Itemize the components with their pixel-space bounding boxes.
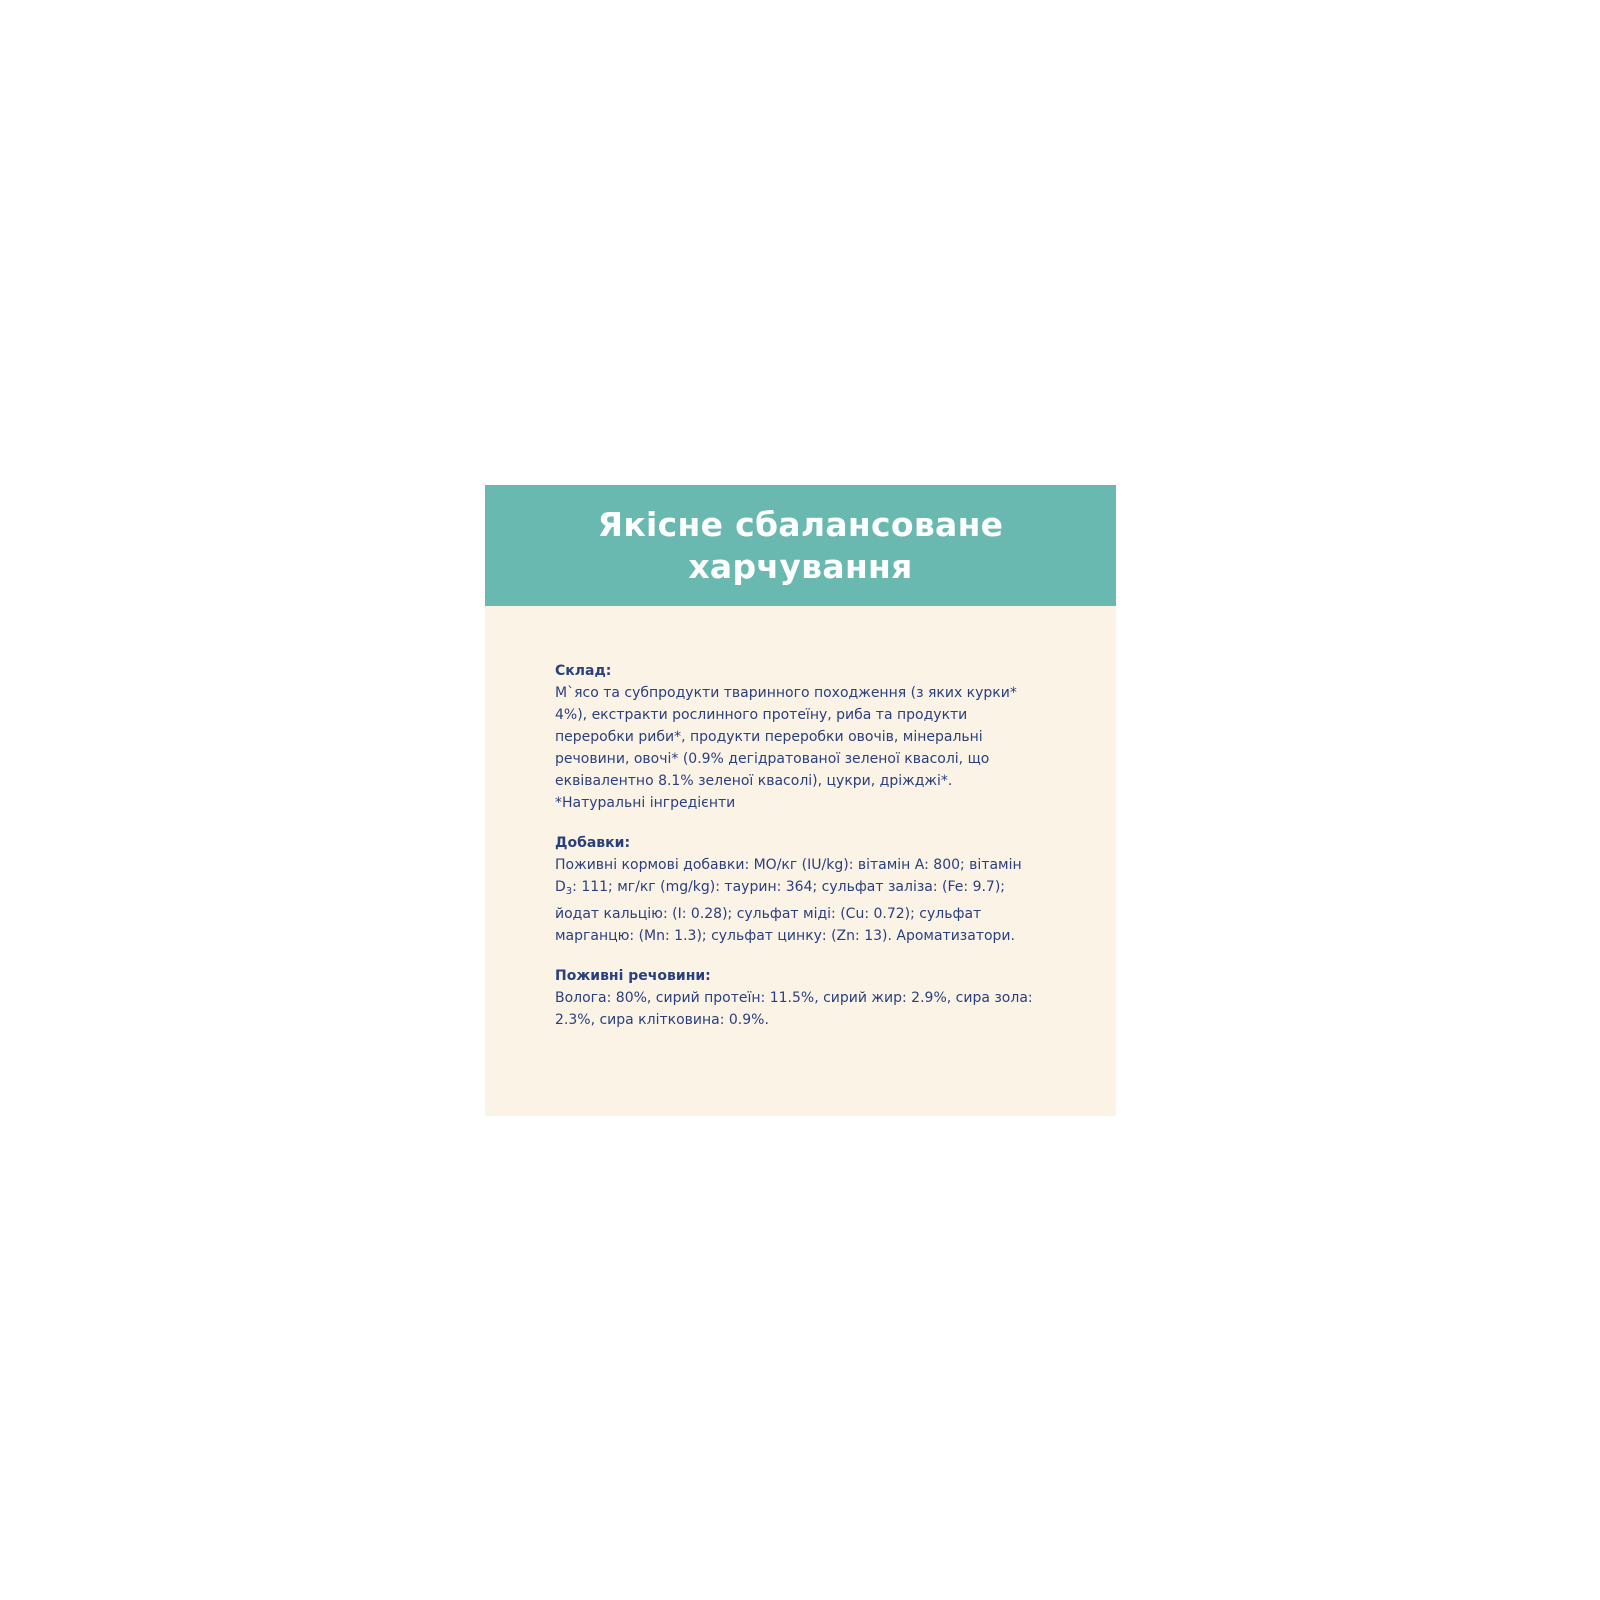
card-header — [485, 485, 1116, 606]
composition-title: Склад: — [555, 663, 612, 679]
additives-line — [555, 876, 1055, 903]
additives-title: Добавки: — [555, 835, 631, 851]
composition-line: еквівалентно 8.1% зеленої квасолі), цукри, дріжджі*. — [555, 773, 953, 789]
composition-line: М`ясо та субпродукти тваринного походження (з яких курки* — [555, 685, 1017, 701]
vitamin-d-subscript: 3 — [565, 886, 573, 897]
additives-section — [555, 832, 1055, 947]
nutrients-title: Поживні речовини: — [555, 968, 711, 984]
nutrients-section — [555, 965, 1055, 1031]
additives-line: йодат кальцію: (I: 0.28); сульфат міді: (Cu: 0.72); сульфат — [555, 906, 982, 922]
nutrients-line: 2.3%, сира клітковина: 0.9%. — [555, 1012, 769, 1028]
nutrients-line: Волога: 80%, сирий протеїн: 11.5%, сирий жир: 2.9%, сира зола: — [555, 990, 1033, 1006]
composition-footnote: *Натуральні інгредієнти — [555, 795, 736, 811]
composition-line: речовини, овочі* (0.9% дегідратованої зеленої квасолі, що — [555, 751, 990, 767]
additives-line-rest: : 111; мг/кг (mg/kg): таурин: 364; сульфат заліза: (Fe: 9.7); — [572, 879, 1006, 895]
composition-line: переробки риби*, продукти переробки овочів, мінеральні — [555, 729, 983, 745]
card-content — [555, 660, 1055, 1049]
additives-line: марганцю: (Mn: 1.3); сульфат цинку: (Zn: 13). Ароматизатори. — [555, 928, 1015, 944]
card-title: Якісне сбалансоване харчування — [597, 504, 1004, 586]
vitamin-d-letter: D — [555, 879, 566, 895]
composition-line: 4%), екстракти рослинного протеїну, риба та продукти — [555, 707, 968, 723]
additives-line: Поживні кормові добавки: МО/кг (IU/kg): вітамін A: 800; вітамін — [555, 857, 1022, 873]
nutrition-card — [485, 485, 1116, 1116]
composition-section — [555, 660, 1055, 814]
